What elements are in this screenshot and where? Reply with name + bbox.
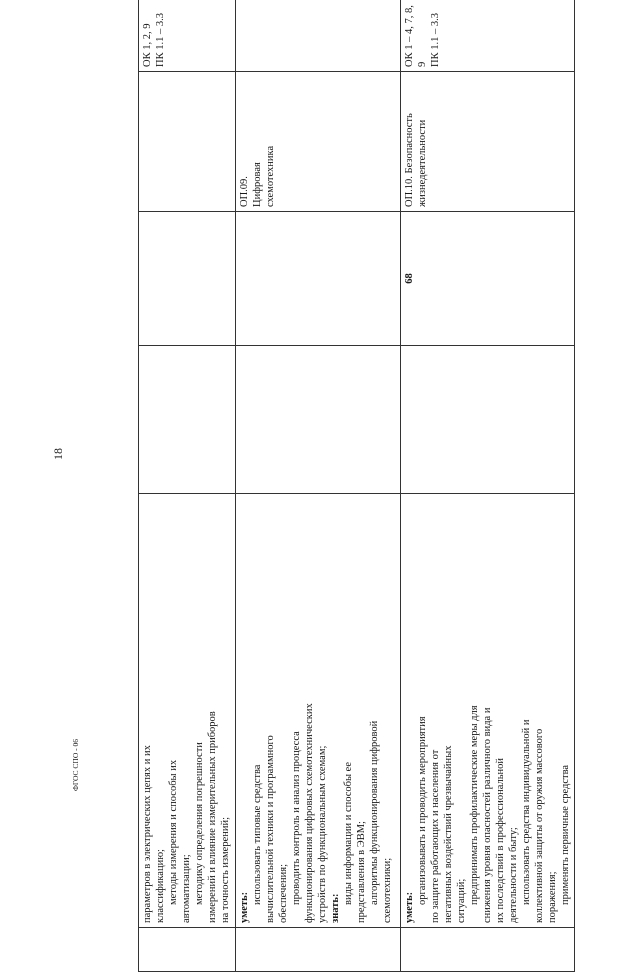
hours-cell bbox=[236, 212, 401, 346]
table-row bbox=[401, 0, 575, 972]
requirement-line: алгоритмы функционирования цифровой bbox=[369, 720, 381, 905]
requirement-line: на точность измерений; bbox=[220, 816, 232, 923]
section-heading: уметь: bbox=[404, 891, 415, 923]
requirement-line: автоматизации; bbox=[181, 854, 193, 923]
requirement-line: поражения; bbox=[547, 871, 559, 923]
section-heading: уметь: bbox=[239, 891, 250, 923]
discipline-name-line: ОП.10. Безопасность bbox=[404, 113, 415, 207]
requirement-line: использовать типовые средства bbox=[252, 764, 264, 905]
competencies-cell bbox=[139, 0, 236, 72]
requirement-line: организовывать и проводить мероприятия bbox=[417, 716, 429, 905]
requirement-line: устройств по функциональным схемам; bbox=[317, 745, 329, 923]
index-cell bbox=[139, 928, 236, 972]
requirement-line: ситуаций; bbox=[456, 878, 468, 923]
curriculum-table-rotated bbox=[138, 0, 572, 972]
discipline-cell bbox=[236, 72, 401, 212]
requirement-line: представления в ЭВМ; bbox=[356, 821, 368, 923]
requirement-line: негативных воздействий чрезвычайных bbox=[443, 745, 455, 923]
requirement-line: использовать средства индивидуальной и bbox=[521, 719, 533, 905]
index-cell bbox=[236, 928, 401, 972]
requirement-line: снижения уровня опасностей различного вида и bbox=[482, 707, 494, 923]
requirement-line: коллективной защиты от оружия массового bbox=[534, 728, 546, 923]
index-cell bbox=[401, 928, 575, 972]
competency-code-line: 9 bbox=[417, 61, 429, 67]
requirement-line: функционирования цифровых схемотехнических bbox=[304, 703, 316, 923]
competency-code-line: ПК 1.1 – 3.3 bbox=[155, 13, 167, 67]
requirements-cell bbox=[236, 494, 401, 928]
section-heading: знать: bbox=[330, 893, 342, 923]
requirement-line: обеспечения; bbox=[278, 864, 290, 923]
requirement-line: методы измерения и способы их bbox=[168, 759, 180, 905]
requirements-cell bbox=[401, 494, 575, 928]
requirement-line: классификацию; bbox=[155, 849, 167, 923]
requirement-line: виды информации и способы ее bbox=[343, 762, 355, 905]
discipline-name-line: жизнедеятельности bbox=[417, 119, 429, 207]
page-number: 18 bbox=[51, 448, 65, 460]
discipline-cell bbox=[139, 72, 236, 212]
discipline-name-line: схемотехника bbox=[265, 145, 277, 207]
footer-standard-mark: ФГОС СПО - 06 bbox=[71, 738, 80, 792]
competencies-cell bbox=[401, 0, 575, 72]
spacer-cell bbox=[139, 346, 236, 494]
discipline-name-line: Цифровая bbox=[252, 162, 264, 207]
requirement-line: проводить контроль и анализ процесса bbox=[291, 731, 303, 905]
spacer-cell bbox=[401, 346, 575, 494]
requirement-line: параметров в электрических цепях и их bbox=[142, 745, 153, 923]
requirement-line: по защите работающих и населения от bbox=[430, 749, 442, 923]
requirements-cell bbox=[139, 494, 236, 928]
competency-code-line: ОК 1, 2, 9 bbox=[142, 23, 153, 67]
requirement-line: измерений и влияние измерительных приборов bbox=[207, 711, 219, 923]
requirement-line: применять первичные средства bbox=[560, 764, 572, 905]
spacer-cell bbox=[236, 346, 401, 494]
hours-cell bbox=[139, 212, 236, 346]
requirement-line: предпринимать профилактические меры для bbox=[469, 705, 481, 905]
requirement-line: деятельности и быту; bbox=[508, 827, 520, 923]
competency-code-line: ПК 1.1 – 3.3 bbox=[430, 13, 442, 67]
table-row bbox=[236, 0, 401, 972]
curriculum-table bbox=[138, 0, 575, 972]
requirement-line: методику определения погрешности bbox=[194, 742, 206, 905]
hours-value: 68 bbox=[404, 273, 415, 284]
discipline-name-line: ОП.09. bbox=[239, 176, 250, 207]
requirement-line: схемотехники; bbox=[382, 857, 394, 923]
discipline-cell bbox=[401, 72, 575, 212]
hours-cell bbox=[401, 212, 575, 346]
requirement-line: их последствий в профессиональной bbox=[495, 758, 507, 923]
competency-code-line: ОК 1 – 4, 7, 8, bbox=[404, 5, 415, 67]
requirement-line: вычислительной техники и программного bbox=[265, 735, 277, 923]
table-row bbox=[139, 0, 236, 972]
competencies-cell bbox=[236, 0, 401, 72]
